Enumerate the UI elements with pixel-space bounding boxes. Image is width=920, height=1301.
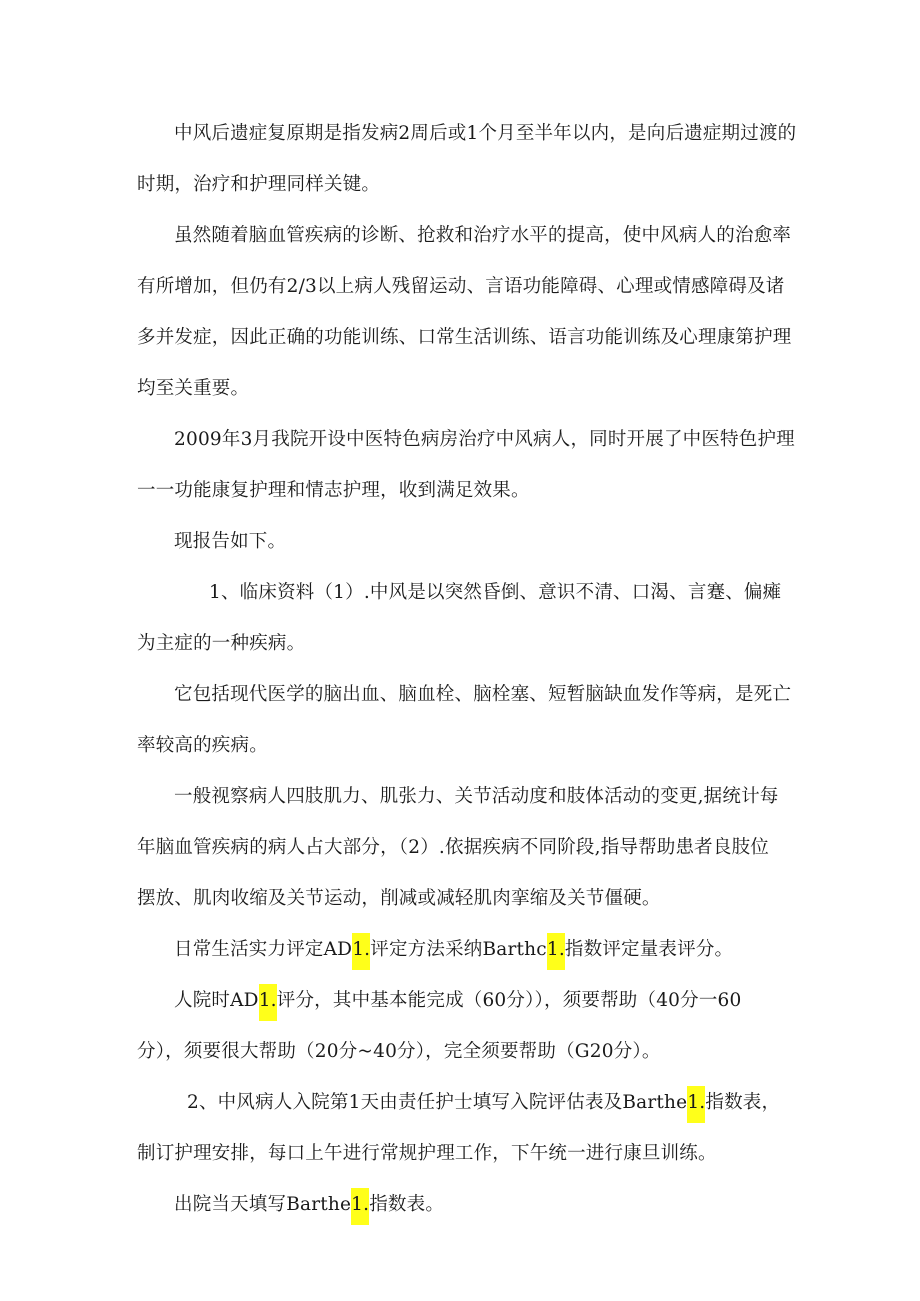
highlight-mark: 1.	[547, 933, 565, 970]
paragraph-line: 虽然随着脑血管疾病的诊断、抢救和治疗水平的提高，使中风病人的治愈率	[174, 225, 792, 246]
highlight-mark: 1.	[351, 1188, 369, 1225]
paragraph-7	[137, 771, 787, 924]
paragraph-line: 它包括现代医学的脑出血、脑血栓、脑栓塞、短暂脑缺血发作等病，是死亡	[174, 684, 792, 705]
paragraph-line: 为主症的一种疾病。	[137, 633, 306, 654]
text-segment: 评定方法采纳Barthc	[370, 939, 547, 960]
paragraph-3	[137, 414, 795, 516]
paragraph-line: 时期，治疗和护理同样关键。	[137, 174, 381, 195]
paragraph-1	[137, 108, 797, 210]
highlight-mark: 1.	[352, 933, 370, 970]
paragraph-6	[137, 669, 792, 771]
paragraph-4	[137, 516, 787, 567]
paragraph-10	[137, 1077, 787, 1179]
paragraph-line: 一一功能康复护理和情志护理，收到满足效果。	[137, 480, 530, 501]
paragraph-line: 均至关重要。	[137, 378, 250, 399]
text-segment: 指数表，	[705, 1092, 781, 1113]
paragraph-line: 1、临床资料（1）.中风是以突然昏倒、意识不清、口渴、言蹇、偏瘫	[209, 582, 782, 603]
paragraph-line: 现报告如下。	[174, 531, 287, 552]
paragraph-line: 制订护理安排，每口上午进行常规护理工作，下午统一进行康旦训练。	[137, 1143, 717, 1164]
paragraph-line: 率较高的疾病。	[137, 735, 268, 756]
paragraph-line	[137, 924, 787, 975]
highlight-mark: 1.	[259, 984, 277, 1021]
paragraph-2	[137, 210, 792, 414]
paragraph-9	[137, 975, 787, 1077]
paragraph-line: 年脑血管疾病的病人占大部分，（2）.依据疾病不同阶段,指导帮助患者良肢位	[137, 837, 769, 858]
paragraph-line	[137, 1077, 787, 1128]
text-segment: 指数表。	[369, 1194, 445, 1215]
paragraph-line	[137, 1179, 787, 1230]
paragraph-line	[137, 975, 787, 1026]
paragraph-8	[137, 924, 787, 975]
paragraph-line: 中风后遗症复原期是指发病2周后或1个月至半年以内，是向后遗症期过渡的	[174, 123, 797, 144]
text-segment: 指数评定量表评分。	[564, 939, 734, 960]
paragraph-5	[137, 567, 787, 669]
text-segment: 2、中风病人入院第1天由责任护士填写入院评估表及Barthe	[187, 1092, 688, 1113]
highlight-mark: 1.	[687, 1086, 705, 1123]
text-segment: 出院当天填写Barthe	[174, 1194, 352, 1215]
paragraph-line: 有所增加，但仍有2/3以上病人残留运动、言语功能障碍、心理或情感障碍及诸	[137, 276, 785, 297]
paragraph-line: 摆放、肌肉收缩及关节运动，削减或减轻肌肉挛缩及关节僵硬。	[137, 888, 661, 909]
paragraph-line: 分），须要很大帮助（20分~40分），完全须要帮助（G20分）。	[137, 1041, 661, 1062]
paragraph-11	[137, 1179, 787, 1230]
text-segment: 评分，其中基本能完成（60分）），须要帮助（40分一60	[276, 990, 742, 1011]
paragraph-line: 2009年3月我院开设中医特色病房治疗中风病人，同时开展了中医特色护理	[174, 429, 795, 450]
text-segment: 人院时AD	[174, 990, 259, 1011]
paragraph-line: 一般视察病人四肢肌力、肌张力、关节活动度和肢体活动的变更,据统计每	[174, 786, 779, 807]
paragraph-line: 多并发症，因此正确的功能训练、口常生活训练、语言功能训练及心理康第护理	[137, 327, 792, 348]
text-segment: 日常生活实力评定AD	[174, 939, 353, 960]
